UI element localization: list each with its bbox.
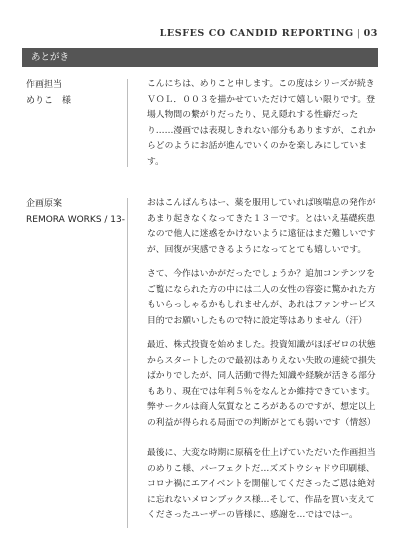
header-separator: | [356, 28, 361, 39]
section-title: あとがき [31, 52, 70, 63]
credit-role: 作画担当 [26, 80, 63, 90]
header-title: LESFES CO CANDID REPORTING [159, 28, 354, 39]
page-header [160, 28, 378, 39]
page-number: 03 [363, 28, 378, 39]
afterword-paragraph: おはこんばんちはー、薬を服用していれば咳喘息の発作があまり起きなくなってきた１３－です。とはいえ基礎疾患なので他人に迷惑をかけないように遠征はまだ難しいですが、回復が実感できるようになってとても嬉しいです。 [147, 198, 376, 255]
section-title-bar [22, 48, 378, 67]
afterword-paragraph: 最後に、大変な時期に原稿を仕上げていただいた作画担当のめりこ様、パーフェクトだ…ズズトウシャドウ印刷様、コロナ禍にエアイベントを開催してくださったご恩は絶対に忘れないメロンブックス様…そして、作品を買い支えてくださったユーザーの皆様に、感謝を…ではではー。 [147, 448, 376, 521]
column-divider [127, 198, 128, 528]
column-divider [127, 79, 128, 167]
credit-block-artist [26, 77, 71, 109]
afterword-paragraph: こんにちは、めりこと申します。この度はシリーズが続きＶＯＬ．００３を描かせていただけて嬉しい限りです。登場人物間の繋がりだったり、見え隠れする性癖だったり……漫画では表現しきれない部分もありますが、これからどのようにお話が進んでいくのかを楽しみにしています。 [147, 79, 376, 167]
credit-block-planner [26, 196, 125, 228]
credit-name: REMORA WORKS / 13- [26, 215, 125, 225]
afterword-paragraph: 最近、株式投資を始めました。投資知識がほぼゼロの状態からスタートしたので最初はありえない失敗の連続で損失ばかりでしたが、同人活動で得た知識や経験が活きる部分もあり、現在では年利５％をなんとか維持できています。弊サークルは商人気質なところがあるのですが、想定以上の利益が得られる局面での判断がとても弱いです（情怒） [147, 340, 376, 428]
credit-role: 企画原案 [26, 199, 63, 209]
afterword-paragraph: さて、今作はいかがだったでしょうか？追加コンテンツをご覧になられた方の中には二人の女性の容姿に驚かれた方もいらっしゃるかもしれませんが、あれはファンサービス目的でお願いしたもので特に設定等はありません（汗） [147, 269, 376, 326]
credit-name: めりこ 様 [26, 96, 72, 106]
